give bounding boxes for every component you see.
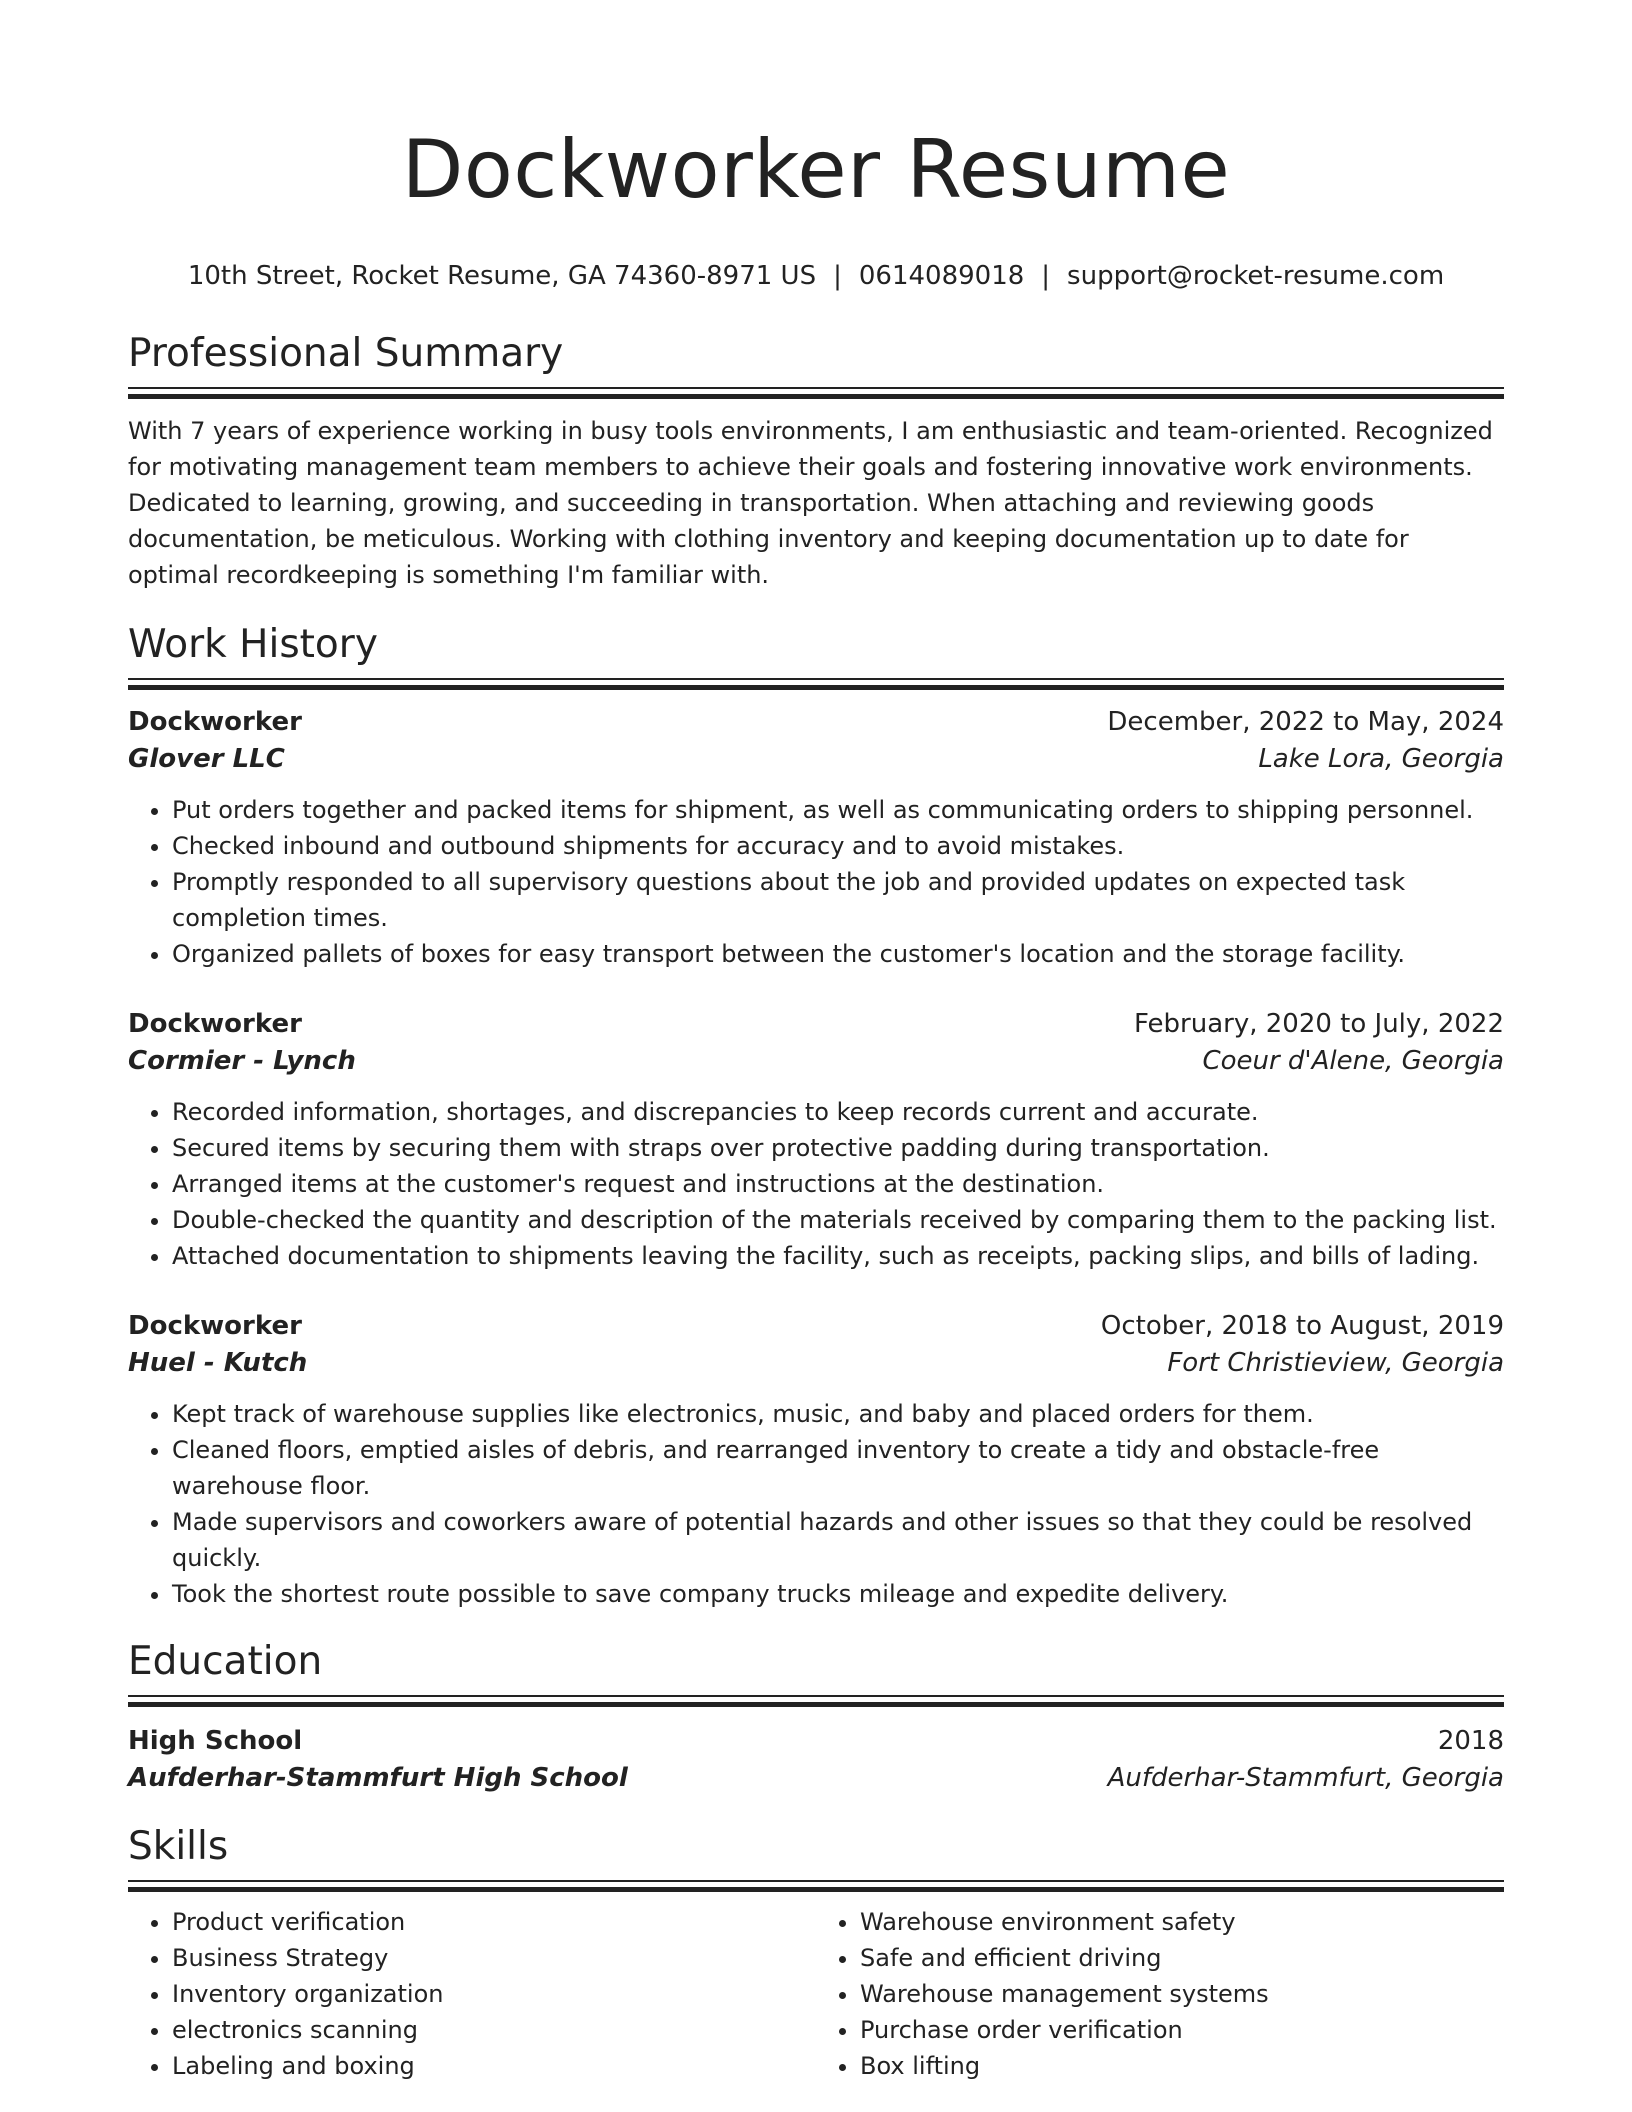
list-item: • Arranged items at the customer's request and instructions at the destination.	[172, 1166, 1504, 1202]
work-history-section	[128, 621, 1504, 1612]
contact-separator: |	[1041, 261, 1051, 291]
section-divider	[128, 387, 1504, 399]
skills-section	[128, 1823, 1504, 2084]
list-item: • Secured items by securing them with straps over protective padding during transportation.	[172, 1130, 1504, 1166]
list-item: • Recorded information, shortages, and discrepancies to keep records current and accurate.	[172, 1094, 1504, 1130]
resume-title: Dockworker Resume	[401, 123, 1231, 216]
section-heading: Skills	[128, 1824, 229, 1869]
section-divider	[128, 1695, 1504, 1707]
list-item: • Organized pallets of boxes for easy transport between the customer's location and the storage facility.	[172, 936, 1504, 972]
school-location: Aufderhar-Stammfurt, Georgia	[1107, 1763, 1504, 1793]
graduation-year: 2018	[1437, 1726, 1504, 1756]
phone-text: 0614089018	[858, 261, 1025, 291]
job-title: Dockworker	[128, 1009, 302, 1039]
education-entry	[128, 1723, 1504, 1797]
skill-item: • Product verification	[172, 1904, 816, 1940]
skill-item: • Warehouse environment safety	[860, 1904, 1504, 1940]
summary-text: With 7 years of experience working in busy tools environments, I am enthusiastic and team-oriented. Recognized for motivating management team members to achieve their goals and fostering innovative work environments. Dedicated to learning, growing, and succeeding in transportation. When attaching and reviewing goods documentation, be meticulous. Working with clothing inventory and keeping documentation up to date for optimal recordkeeping is something I'm familiar with.	[128, 417, 1493, 589]
list-item: • Kept track of warehouse supplies like electronics, music, and baby and placed orders for them.	[172, 1396, 1504, 1432]
job-dates: February, 2020 to July, 2022	[1134, 1009, 1504, 1039]
employer-name: Huel - Kutch	[128, 1348, 308, 1378]
employer-name: Cormier - Lynch	[128, 1046, 356, 1076]
section-divider	[128, 678, 1504, 690]
section-divider	[128, 1880, 1504, 1892]
list-item: • Double-checked the quantity and description of the materials received by comparing them to the packing list.	[172, 1202, 1504, 1238]
employer-name: Glover LLC	[128, 744, 285, 774]
degree-name: High School	[128, 1726, 303, 1756]
skill-item: • Safe and efficient driving	[860, 1940, 1504, 1976]
skill-item: • electronics scanning	[172, 2012, 816, 2048]
job-duties-list	[128, 1094, 1504, 1274]
skill-item: • Box lifting	[860, 2048, 1504, 2084]
list-item: • Promptly responded to all supervisory questions about the job and provided updates on expected task completion times.	[172, 864, 1504, 936]
job-entry	[128, 1006, 1504, 1274]
job-location: Fort Christieview, Georgia	[1167, 1348, 1504, 1378]
section-heading: Professional Summary	[128, 331, 564, 376]
skill-item: • Warehouse management systems	[860, 1976, 1504, 2012]
skills-grid	[128, 1904, 1504, 2084]
list-item: • Checked inbound and outbound shipments for accuracy and to avoid mistakes.	[172, 828, 1504, 864]
school-name: Aufderhar-Stammfurt High School	[128, 1763, 628, 1793]
job-location: Coeur d'Alene, Georgia	[1202, 1046, 1504, 1076]
skill-item: • Labeling and boxing	[172, 2048, 816, 2084]
skills-column-left	[128, 1904, 816, 2084]
skill-item: • Purchase order verification	[860, 2012, 1504, 2048]
section-heading: Education	[128, 1639, 323, 1684]
job-duties-list	[128, 792, 1504, 972]
job-entry	[128, 1308, 1504, 1612]
job-entry	[128, 704, 1504, 972]
section-heading: Work History	[128, 622, 378, 667]
list-item: • Attached documentation to shipments leaving the facility, such as receipts, packing slips, and bills of lading.	[172, 1238, 1504, 1274]
skill-item: • Business Strategy	[172, 1940, 816, 1976]
list-item: • Took the shortest route possible to save company trucks mileage and expedite delivery.	[172, 1576, 1504, 1612]
skills-column-right	[816, 1904, 1504, 2084]
job-location: Lake Lora, Georgia	[1258, 744, 1504, 774]
list-item: • Put orders together and packed items for shipment, as well as communicating orders to shipping personnel.	[172, 792, 1504, 828]
job-title: Dockworker	[128, 1311, 302, 1341]
education-section	[128, 1638, 1504, 1797]
job-dates: December, 2022 to May, 2024	[1107, 707, 1504, 737]
list-item: • Made supervisors and coworkers aware of potential hazards and other issues so that they could be resolved quickly.	[172, 1504, 1504, 1576]
contact-separator: |	[833, 261, 842, 291]
email-link[interactable]: support@rocket-resume.com	[1067, 261, 1445, 291]
summary-section	[128, 330, 1504, 593]
job-dates: October, 2018 to August, 2019	[1100, 1311, 1504, 1341]
address-text: 10th Street, Rocket Resume, GA 74360-8971 US	[187, 261, 817, 291]
job-duties-list	[128, 1396, 1504, 1612]
contact-line	[128, 260, 1504, 292]
job-title: Dockworker	[128, 707, 302, 737]
list-item: • Cleaned floors, emptied aisles of debris, and rearranged inventory to create a tidy and obstacle-free warehouse floor.	[172, 1432, 1504, 1504]
skill-item: • Inventory organization	[172, 1976, 816, 2012]
